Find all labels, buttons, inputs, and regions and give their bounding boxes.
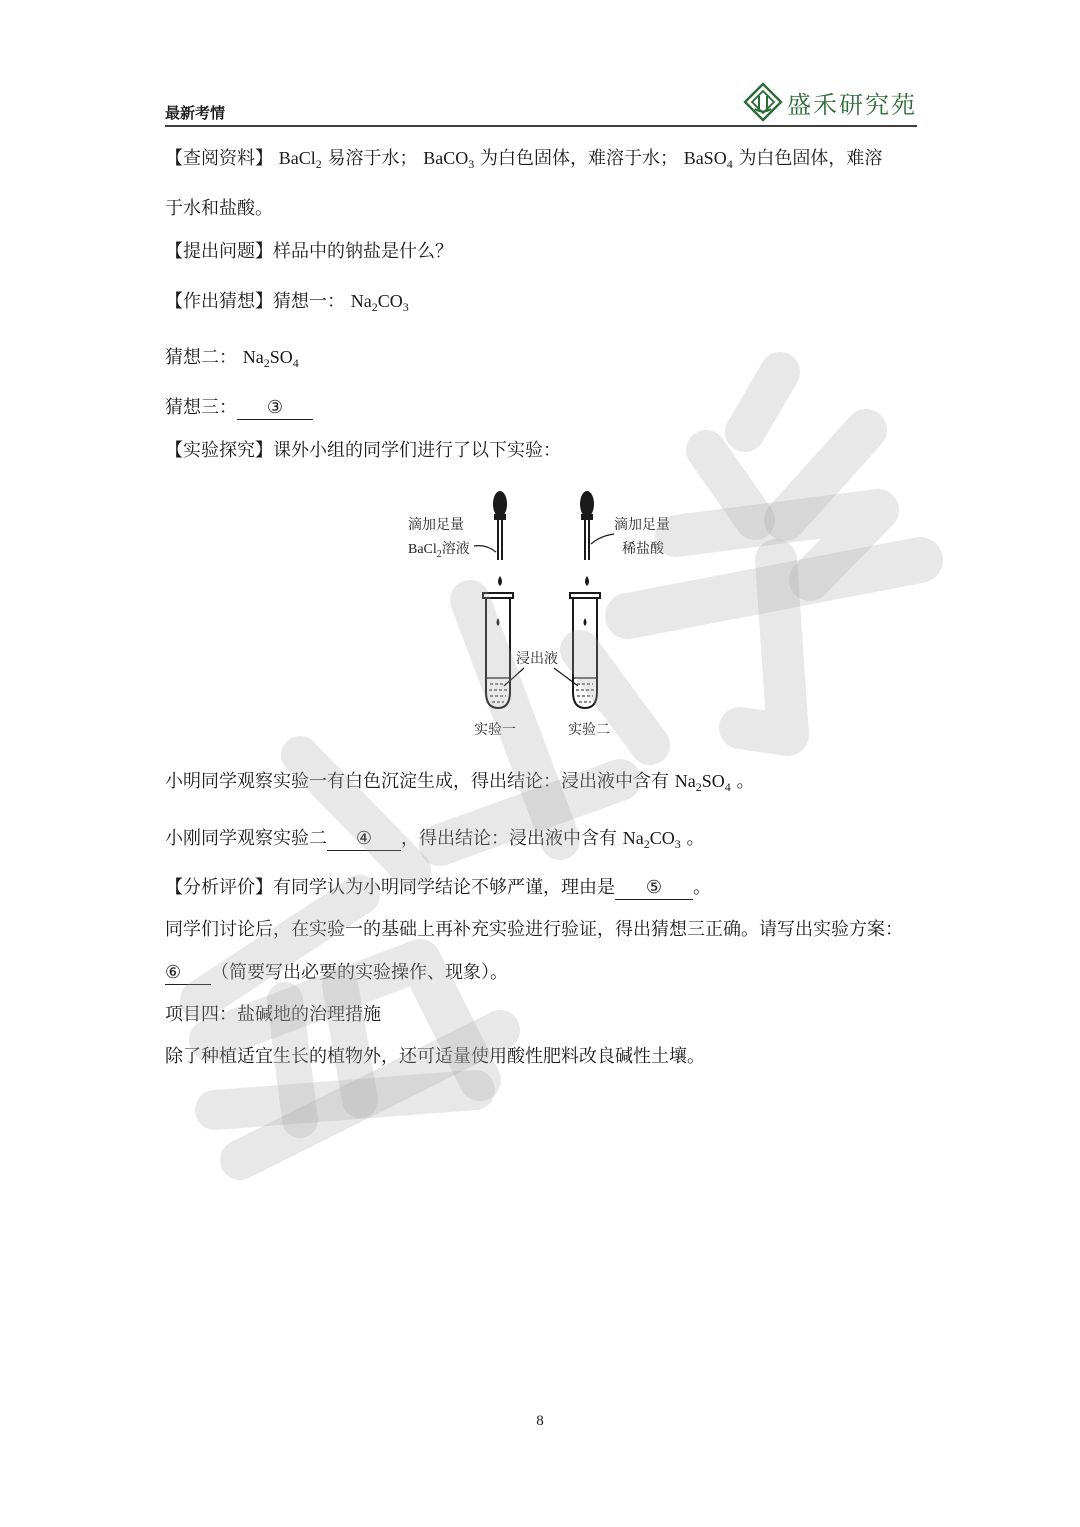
hypothesis-1-label: 猜想一：	[273, 291, 345, 312]
reference-line-2: 于水和盐酸。	[165, 198, 273, 219]
hypothesis-line-1	[165, 289, 409, 314]
tube-1-caption: 实验一	[474, 722, 516, 738]
header-title: 最新考情	[165, 104, 226, 122]
experiment-diagram	[392, 482, 692, 744]
observation-2-end: 。	[686, 828, 705, 849]
hypothesis-tag: 【作出猜想】	[165, 291, 273, 312]
final-line: 除了种植适宜生长的植物外，还可适量使用酸性肥料改良碱性土壤。	[165, 1046, 705, 1067]
plan-line	[165, 961, 508, 985]
logo	[743, 82, 917, 122]
formula-baco3: BaCO$_3$	[423, 148, 475, 171]
experiment-tag: 【实验探究】	[165, 440, 273, 461]
dropper-left-icon	[493, 491, 507, 586]
page-header	[165, 78, 917, 128]
logo-icon	[743, 82, 783, 122]
page-number: 8	[536, 1413, 544, 1429]
formula-baso4: BaSO$_4$	[683, 148, 733, 171]
left-reagent-label-1: 滴加足量	[408, 517, 464, 533]
formula-na2co3-obs: $Na_2CO_3$	[622, 828, 681, 851]
project-4-heading: 项目四：盐碱地的治理措施	[165, 1004, 381, 1025]
right-reagent-label-2: 稀盐酸	[622, 541, 664, 557]
experiment-line	[165, 439, 561, 463]
hypothesis-line-2	[165, 345, 299, 370]
answer-blank-6[interactable]: ⑥	[165, 962, 211, 985]
header-rule	[165, 125, 917, 127]
answer-blank-4[interactable]: ④	[327, 828, 401, 851]
logo-text: 盛禾研究苑	[787, 90, 917, 119]
observation-1-text: 小明同学观察实验一有白色沉淀生成，得出结论：浸出液中含有	[165, 771, 669, 792]
formula-na2so4-obs: $Na_2SO_4$	[674, 771, 731, 794]
reference-text-1: 易溶于水；	[327, 148, 418, 169]
solution-label: 浸出液	[516, 651, 558, 667]
dropper-right-icon	[580, 491, 594, 586]
test-tube-1-icon	[483, 593, 513, 708]
reference-line-1	[165, 146, 882, 171]
hypothesis-3-label: 猜想三：	[165, 397, 237, 418]
question-tag: 【提出问题】	[165, 241, 273, 262]
analysis-tag: 【分析评价】	[165, 877, 273, 898]
right-reagent-label-1: 滴加足量	[614, 517, 670, 533]
analysis-end: 。	[693, 877, 711, 898]
observation-1-line	[165, 769, 754, 794]
observation-2-text-1: 小刚同学观察实验二	[165, 828, 327, 849]
reference-tag: 【查阅资料】	[165, 148, 273, 169]
hypothesis-2-label: 猜想二：	[165, 347, 237, 368]
reference-text-2: 为白色固体，难溶于水；	[479, 148, 678, 169]
formula-na2so4: $Na_2SO_4$	[242, 347, 299, 370]
question-line	[165, 240, 453, 264]
answer-blank-5[interactable]: ⑤	[615, 877, 693, 900]
hypothesis-line-3	[165, 396, 313, 420]
reference-text-3: 为白色固体，难溶	[738, 148, 883, 169]
experiment-text: 课外小组的同学们进行了以下实验：	[273, 440, 561, 461]
question-text: 样品中的钠盐是什么？	[273, 241, 453, 262]
observation-2-text-2: ，得出结论：浸出液中含有	[401, 828, 617, 849]
discussion-line: 同学们讨论后，在实验一的基础上再补充实验进行验证，得出猜想三正确。请写出实验方案：	[165, 919, 903, 940]
formula-bacl2: BaCl$_2$	[278, 148, 322, 171]
formula-na2co3: $Na_2CO_3$	[350, 291, 409, 314]
answer-blank-3[interactable]: ③	[237, 397, 313, 420]
tube-2-caption: 实验二	[568, 722, 610, 738]
left-reagent-label-2: BaCl$_2$溶液	[408, 541, 470, 560]
analysis-line	[165, 876, 711, 900]
analysis-text: 有同学认为小明同学结论不够严谨，理由是	[273, 877, 615, 898]
test-tube-2-icon	[570, 593, 600, 708]
observation-2-line	[165, 826, 704, 851]
observation-1-end: 。	[736, 771, 755, 792]
plan-text: （简要写出必要的实验操作、现象）。	[211, 962, 508, 983]
